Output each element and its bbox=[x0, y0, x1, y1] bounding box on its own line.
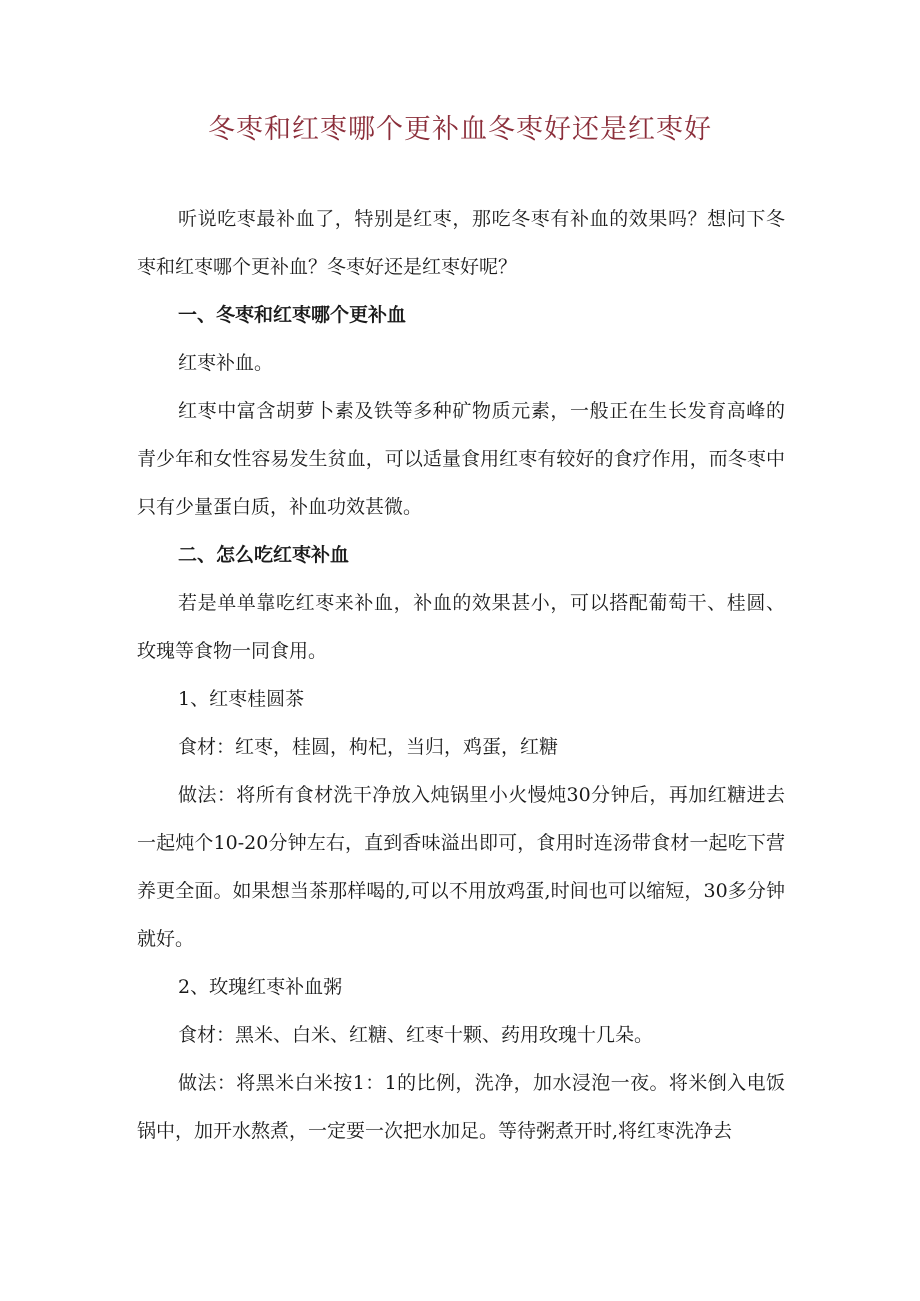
document-title: 冬枣和红枣哪个更补血冬枣好还是红枣好 bbox=[208, 114, 712, 145]
recipe-1-title: 1、红枣桂圆茶 bbox=[178, 688, 305, 710]
recipe-1-method: 做法：将所有食材洗干净放入炖锅里小火慢炖30分钟后，再加红糖进去一起炖个10-20分钟左右，直到香味溢出即可，食用时连汤带食材一起吃下营养更全面。如果想当茶那样喝的,可以不用放鸡蛋,时间也可以缩短，30多分钟就好。 bbox=[137, 784, 785, 950]
section-heading-1: 一、冬枣和红枣哪个更补血 bbox=[178, 304, 407, 326]
section-heading-2: 二、怎么吃红枣补血 bbox=[178, 544, 350, 566]
paragraph-intro: 听说吃枣最补血了，特别是红枣，那吃冬枣有补血的效果吗？想问下冬枣和红枣哪个更补血？冬枣好还是红枣好呢？ bbox=[137, 208, 785, 278]
paragraph-pairing: 若是单单靠吃红枣来补血，补血的效果甚小，可以搭配葡萄干、桂圆、玫瑰等食物一同食用。 bbox=[137, 592, 785, 662]
document-body bbox=[137, 195, 785, 1155]
recipe-2-ingredients: 食材：黑米、白米、红糖、红枣十颗、药用玫瑰十几朵。 bbox=[178, 1024, 654, 1046]
paragraph-explanation: 红枣中富含胡萝卜素及铁等多种矿物质元素，一般正在生长发育高峰的青少年和女性容易发生贫血，可以适量食用红枣有较好的食疗作用，而冬枣中只有少量蛋白质，补血功效甚微。 bbox=[137, 400, 785, 518]
paragraph-answer: 红枣补血。 bbox=[178, 352, 274, 374]
recipe-1-ingredients: 食材：红枣，桂圆，枸杞，当归，鸡蛋，红糖 bbox=[178, 736, 559, 758]
recipe-2-method: 做法：将黑米白米按1：1的比例，洗净，加水浸泡一夜。将米倒入电饭锅中，加开水熬煮，一定要一次把水加足。等待粥煮开时,将红枣洗净去 bbox=[137, 1072, 785, 1142]
recipe-2-title: 2、玫瑰红枣补血粥 bbox=[178, 976, 343, 998]
